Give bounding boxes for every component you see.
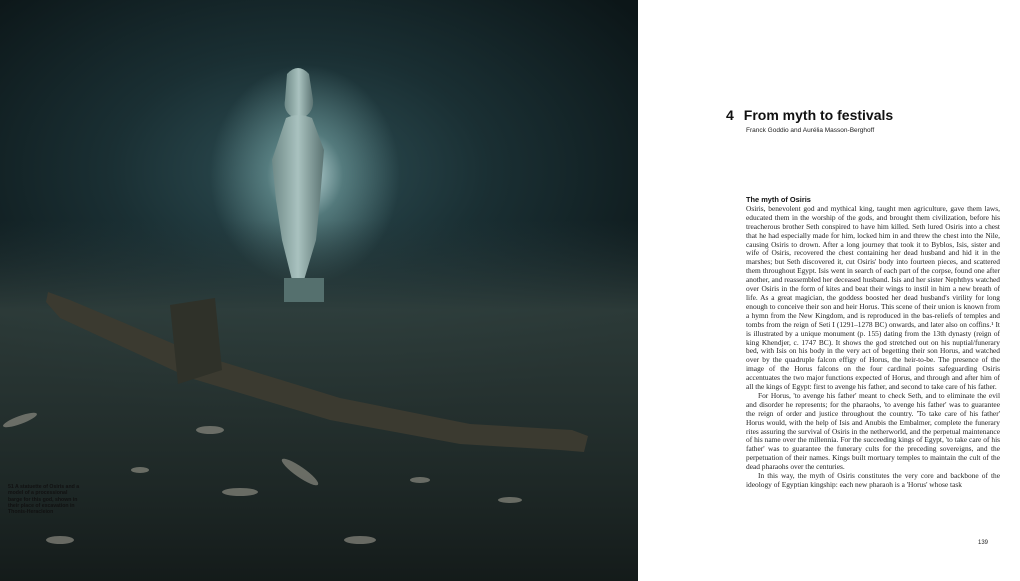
paragraph: For Horus, 'to avenge his father' meant to check Seth, and to eliminate the evil and disorder he represents; for the pharaohs, 'to avenge his father' was to guarantee the reign of order and justice throughout the country. 'To take care of his father' Horus would, with the help of Isis and Anubis the Embalmer, complete the funerary rites assuring the survival of Osiris in the netherworld, and the perpetual maintenance of his name over the millennia. For the succeeding kings of Egypt, 'to take care of his father' was to guarantee the funerary cults for the preceding sovereigns, and the perpetuation of their names. Kings built mortuary temples to maintain the cult of the dead pharaohs over the centuries. <box>746 390 1000 472</box>
chapter-authors: Franck Goddio and Aurélia Masson-Berghoff <box>746 127 875 134</box>
body-text <box>746 196 1000 490</box>
chapter-title-text: From myth to festivals <box>743 107 894 123</box>
chapter-number: 4 <box>726 107 734 123</box>
page-number: 139 <box>978 540 989 546</box>
chapter-title <box>726 107 893 123</box>
text-page <box>638 0 1020 581</box>
figure-caption: 51 A statuette of Osiris and a model of a processional barge for this god, shown in their place of excavation in Thonis-Heracleion <box>8 484 80 516</box>
section-heading: The myth of Osiris <box>746 195 811 204</box>
paragraph: Osiris, benevolent god and mythical king, taught men agriculture, gave them laws, educated them in the worship of the gods, and brought them civilization, before his treacherous brother Seth conspired to have him killed. Seth lured Osiris into a chest that he had especially made for him, locked him in and threw the chest into the Nile, causing Osiris to drown. After a long journey that took it to Byblos, Isis, sister and wife of Osiris, recovered the chest containing her dead husband and hid it in the marshes; but Seth discovered it, cut Osiris' body into fourteen pieces, and scattered them throughout Egypt. Isis went in search of each part of the corpse, found one after another, and reassembled her deceased husband. Isis and her sister Nephthys watched over Osiris in the form of kites and beat their wings to instil in him a new breath of life. As a great magician, the goddess boosted her dead husband's virility for long enough to conceive their son and heir Horus. This scene of their union is known from a hymn from the New Kingdom, and is reproduced in the bas-reliefs of temples and tombs from the reign of Seti I (1291–1278 BC) onwards, and later also on coffins.¹ It is illustrated by a unique monument (p. 155) dating from the 13th dynasty (reign of king Khendjer, c. 1747 BC). It shows the god stretched out on his nuptial/funerary bed, with Isis on his body in the very act of begetting their son Horus, and watched over by the quadruple falcon effigy of Horus, the heir-to-be. The presence of the image of the Horus falcons on the four cardinal points safeguarding Osiris accentuates the two major functions expected of Horus, and through and after him of all the kings of Egypt: first to avenge his father, and second to take care of his father. <box>746 203 1000 392</box>
paragraph: In this way, the myth of Osiris constitutes the very core and backbone of the ideology of Egyptian kingship: each new pharaoh is a 'Horus' whose task <box>746 471 1000 489</box>
